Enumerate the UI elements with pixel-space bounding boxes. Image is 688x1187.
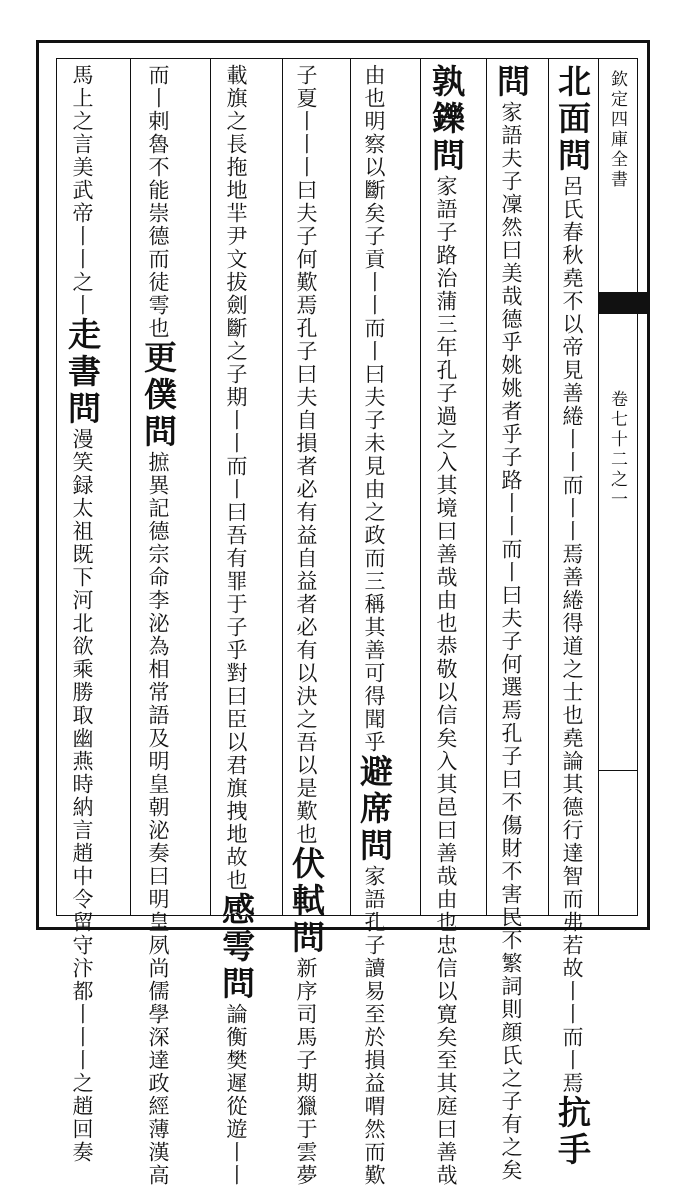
text-column (427, 64, 466, 1187)
text-column (63, 64, 102, 1164)
entry-heading: 孰鑠問 (427, 64, 466, 175)
entry-text: 家語夫子凜然曰美哉德乎姚姚者乎子路丨丨而丨曰夫子何選焉孔子曰不傷財不害民不繁詞則顔氏之子有之矣 (499, 101, 523, 1182)
text-column (287, 64, 326, 1187)
entry-text: 新序司馬子期獵于雲夢 (294, 957, 318, 1187)
entry-heading: 更僕問 (139, 340, 178, 451)
text-column (355, 64, 394, 1187)
text-column (492, 64, 531, 1182)
entry-heading: 避席問 (355, 754, 394, 865)
text-column (139, 64, 178, 1187)
entry-text: 漫笑録太祖既下河北欲乘勝取幽燕時納言趙中令留守汴都丨丨丨之趙回奏 (70, 428, 94, 1164)
fishtail-mark (598, 292, 650, 314)
margin-rule (598, 770, 638, 771)
text-column (553, 64, 592, 1169)
entry-text: 而丨剌魯不能崇德而徒雩也 (146, 64, 170, 340)
entry-heading: 北面問 (553, 64, 592, 175)
entry-text: 家語子路治蒲三年孔子過之入其境曰善哉由也恭敬以信矣入其邑曰善哉由也忠信以寛矣至其庭曰善哉 (434, 175, 458, 1187)
section-label: 卷七十二之一 (607, 390, 627, 510)
column-rule (282, 58, 283, 916)
column-rule (420, 58, 421, 916)
entry-heading: 抗手 (553, 1095, 592, 1169)
entry-heading: 伏軾問 (287, 846, 326, 957)
entry-text: 家語孔子讀易至於損益喟然而歎 (362, 865, 386, 1187)
book-title: 欽定四庫全書 (607, 70, 627, 190)
entry-heading: 感雩問 (217, 892, 256, 1003)
column-rule (350, 58, 351, 916)
entry-text: 載旗之長拖地羋尹文拔劍斷之子期丨丨而丨曰吾有罪于子乎對曰臣以君旗拽地故也 (224, 64, 248, 892)
entry-text: 摭異記德宗命李泌為相常語及明皇朝泌奏曰明皇夙尚儒學深達政經薄漢高 (146, 451, 170, 1187)
entry-heading: 走書問 (63, 317, 102, 428)
text-column (217, 64, 256, 1187)
column-rule (130, 58, 131, 916)
entry-text: 馬上之言美武帝丨丨之丨 (70, 64, 94, 317)
entry-text: 由也明察以斷矣子貢丨丨而丨曰夫子未見由之政而三稱其善可得聞乎 (362, 64, 386, 754)
column-rule (548, 58, 549, 916)
entry-text: 論衡樊遲從遊丨丨 (224, 1003, 248, 1187)
entry-text: 子夏丨丨丨曰夫子何歎焉孔子曰夫自損者必有益自益者必有以決之吾以是歎也 (294, 64, 318, 846)
column-rule (210, 58, 211, 916)
entry-heading: 問 (492, 64, 531, 101)
entry-text: 呂氏春秋堯不以帝見善綣丨丨而丨丨焉善綣得道之士也堯論其德行達智而弗若故丨丨而丨焉 (560, 175, 584, 1095)
column-rule (486, 58, 487, 916)
